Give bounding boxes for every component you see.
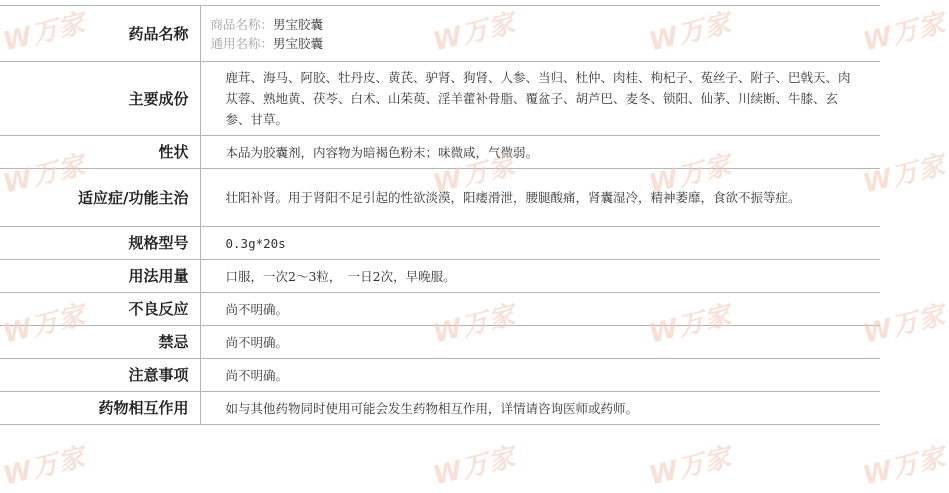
row-value: [200, 6, 880, 62]
table-row: [0, 227, 880, 260]
trade-name-prefix: 商品名称：: [210, 16, 274, 32]
table-row: [0, 359, 880, 392]
row-value: 尚不明确。: [200, 326, 880, 359]
row-label: 不良反应: [0, 293, 200, 326]
generic-name-value: 男宝胶囊: [273, 35, 324, 51]
watermark-logo: W万家: [430, 300, 519, 350]
watermark-logo: W万家: [646, 442, 735, 492]
table-row: [0, 392, 880, 425]
row-label: 禁忌: [0, 326, 200, 359]
row-value: 尚不明确。: [200, 293, 880, 326]
table-row: [0, 326, 880, 359]
table-row: [0, 169, 880, 227]
generic-name-prefix: 通用名称：: [210, 35, 274, 51]
row-value: 口服，一次2～3粒， 一日2次，早晚服。: [200, 260, 880, 293]
watermark-logo: W万家: [0, 8, 89, 58]
row-value: 壮阳补肾。用于肾阳不足引起的性欲淡漠，阳痿滑泄，腰腿酸痛，肾囊湿冷，精神萎靡，食欲不振等症。: [200, 169, 880, 227]
drug-info-table: [0, 5, 880, 425]
trade-name-value: 男宝胶囊: [273, 16, 324, 32]
table-row: [0, 136, 880, 169]
watermark-logo: W万家: [0, 150, 89, 200]
watermark-logo: W万家: [646, 8, 735, 58]
watermark-logo: W万家: [860, 300, 949, 350]
table-row: [0, 260, 880, 293]
row-value: 0.3g*20s: [200, 227, 880, 260]
row-label: 主要成份: [0, 62, 200, 136]
row-value: 鹿茸、海马、阿胶、牡丹皮、黄芪、驴肾、狗肾、人参、当归、杜仲、肉桂、枸杞子、菟丝子、附子、巴戟天、肉苁蓉、熟地黄、茯苓、白术、山茱萸、淫羊藿补骨脂、覆盆子、胡芦巴、麦冬、锁阳、仙茅、川续断、牛膝、玄参、甘草。: [200, 62, 880, 136]
row-label: 规格型号: [0, 227, 200, 260]
row-value: 尚不明确。: [200, 359, 880, 392]
trade-name-line: [211, 15, 857, 34]
watermark-logo: W万家: [646, 150, 735, 200]
watermark-logo: W万家: [430, 150, 519, 200]
watermark-logo: W万家: [430, 442, 519, 492]
watermark-logo: W万家: [0, 300, 89, 350]
row-label: 用法用量: [0, 260, 200, 293]
watermark-logo: W万家: [860, 8, 949, 58]
generic-name-line: [211, 34, 857, 53]
table-row: [0, 293, 880, 326]
row-label: 药品名称: [0, 6, 200, 62]
row-value: 如与其他药物同时使用可能会发生药物相互作用，详情请咨询医师或药师。: [200, 392, 880, 425]
row-label: 注意事项: [0, 359, 200, 392]
watermark-logo: W万家: [646, 300, 735, 350]
table-row: [0, 6, 880, 62]
watermark-logo: W万家: [860, 442, 949, 492]
row-label: 药物相互作用: [0, 392, 200, 425]
watermark-logo: W万家: [0, 442, 89, 492]
row-value: 本品为胶囊剂，内容物为暗褐色粉末；味微咸，气微弱。: [200, 136, 880, 169]
row-label: 适应症/功能主治: [0, 169, 200, 227]
watermark-logo: W万家: [430, 8, 519, 58]
watermark-logo: W万家: [860, 150, 949, 200]
table-row: [0, 62, 880, 136]
row-label: 性状: [0, 136, 200, 169]
